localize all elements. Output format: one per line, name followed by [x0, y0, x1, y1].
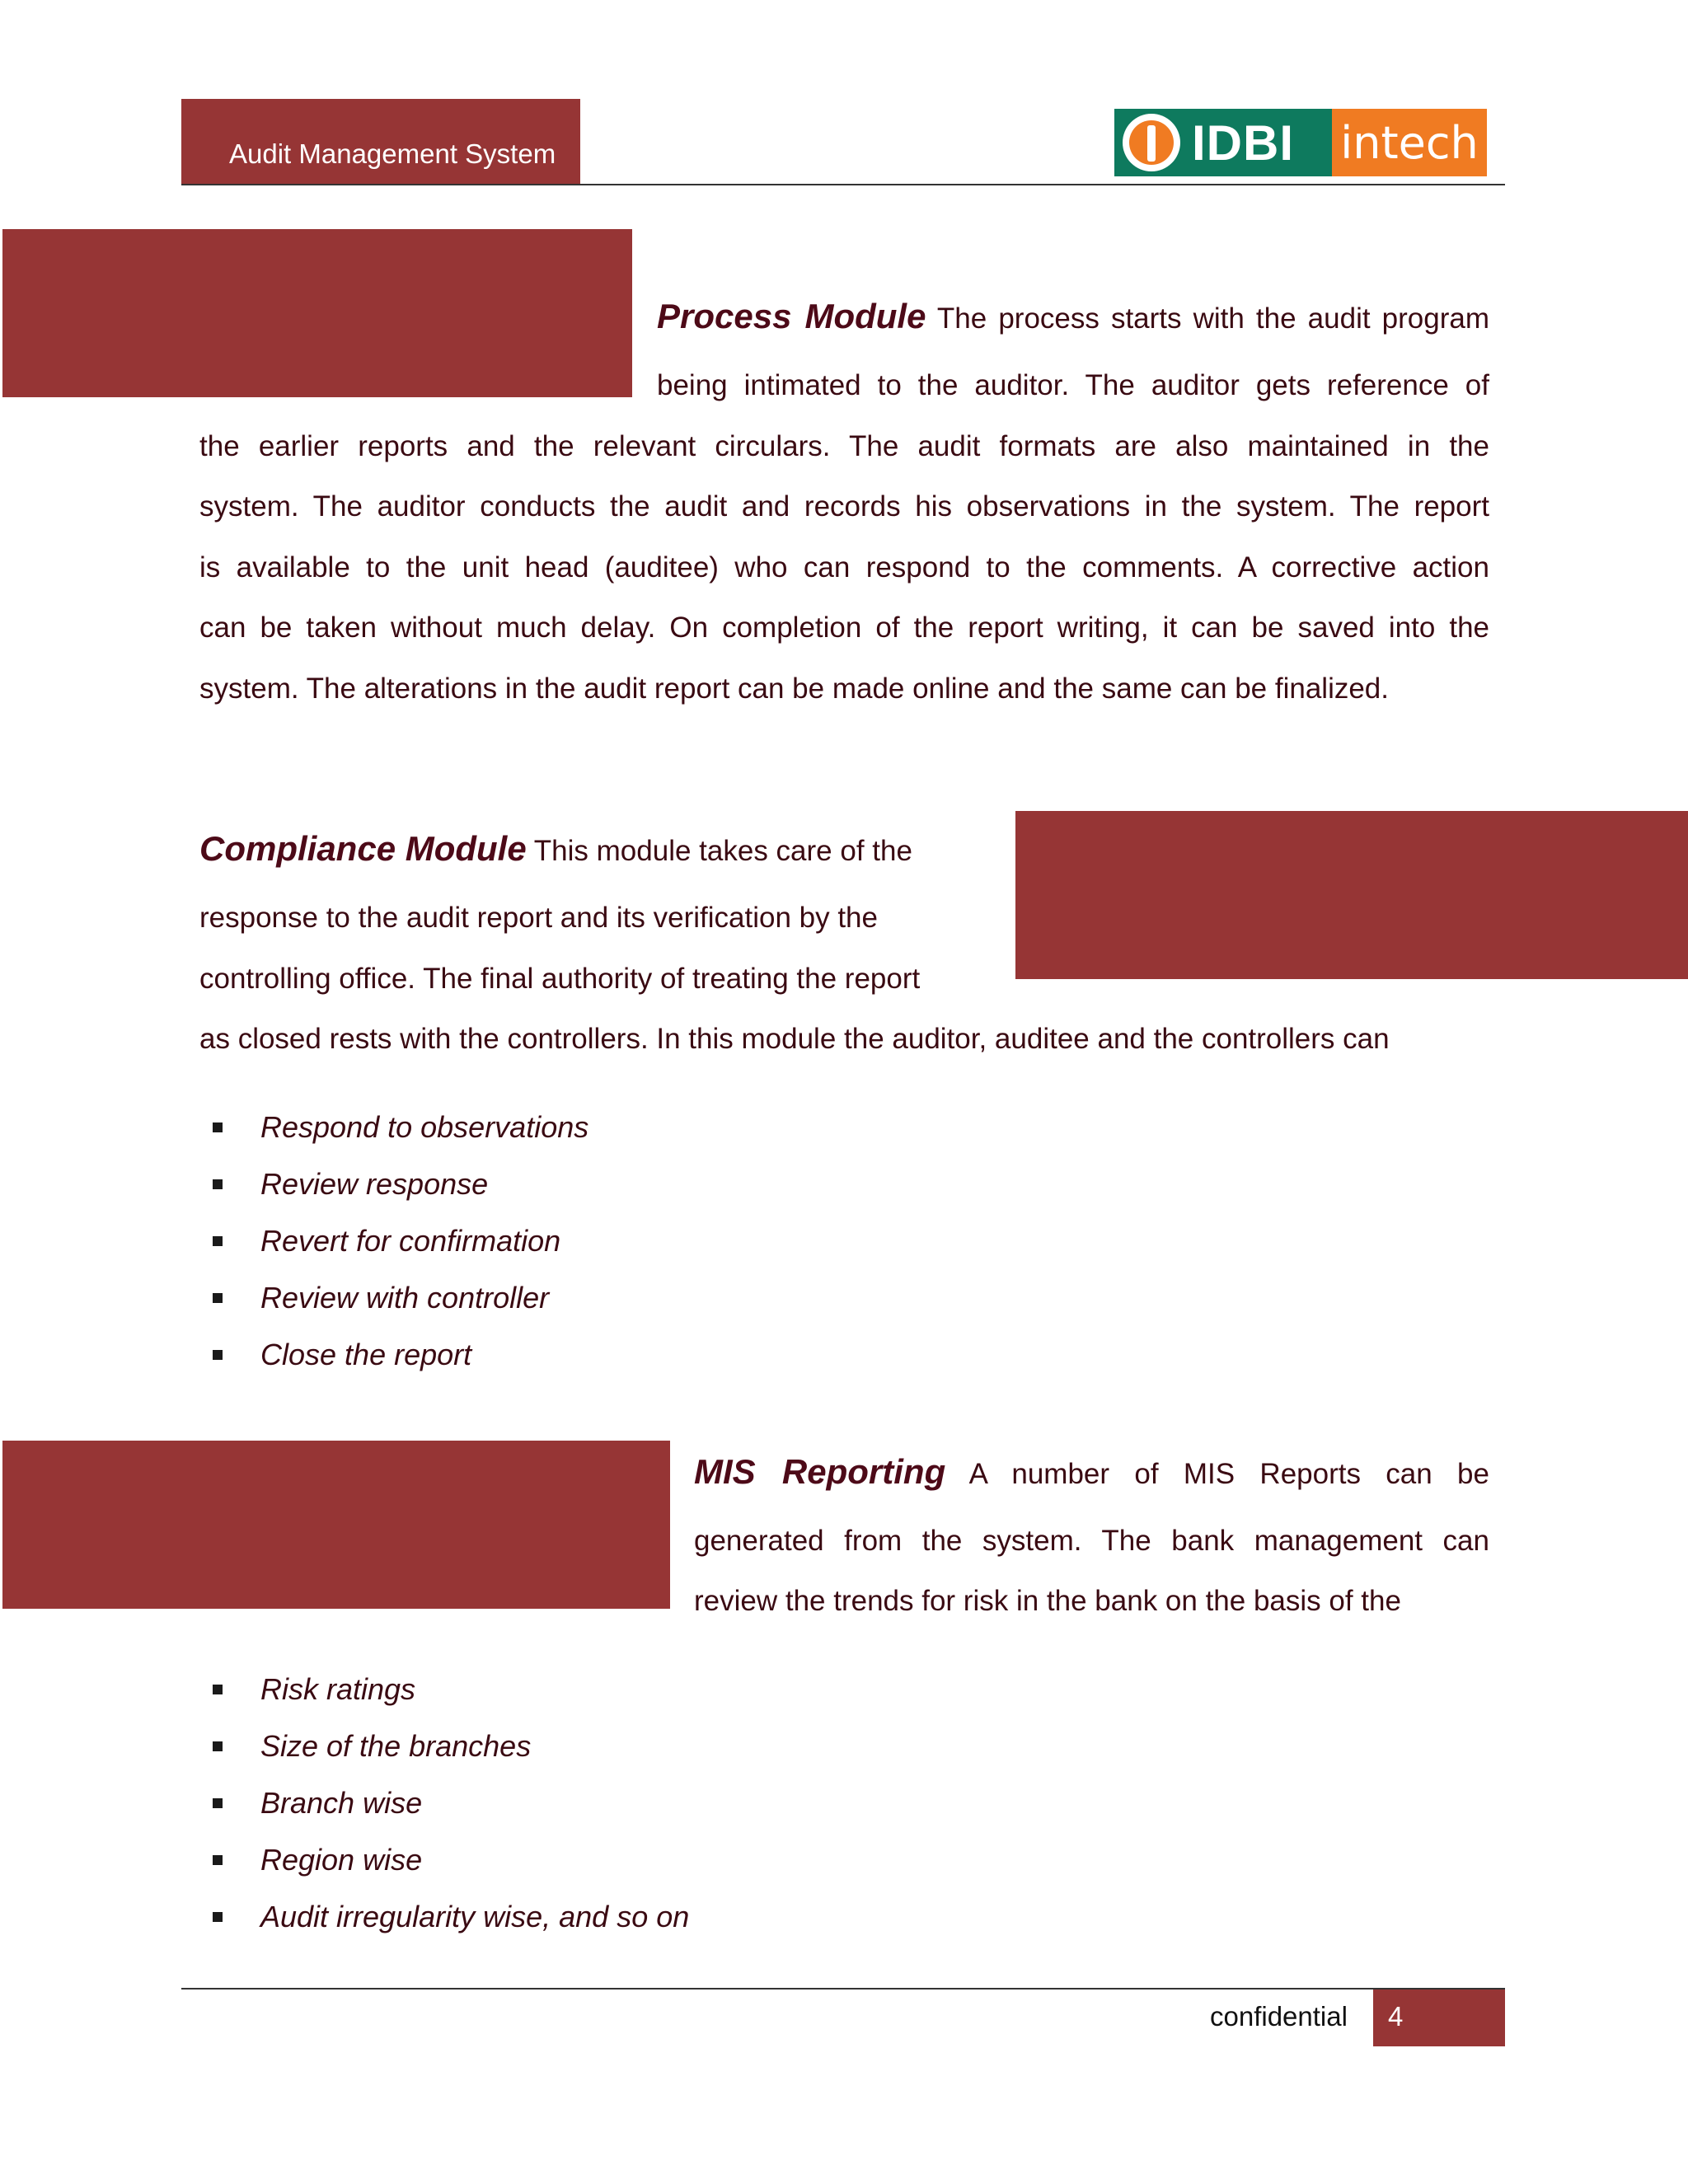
- header-divider: [181, 184, 1505, 185]
- company-logo: [1114, 109, 1487, 176]
- document-title: Audit Management System: [229, 138, 556, 169]
- list-item-label: Revert for confirmation: [260, 1224, 561, 1258]
- bullet-square-icon: [213, 1179, 223, 1189]
- logo-intech-panel: [1332, 109, 1487, 176]
- bullet-square-icon: [213, 1293, 223, 1303]
- bullet-square-icon: [213, 1350, 223, 1360]
- confidential-label: confidential: [1210, 2001, 1348, 2032]
- process-line-3: the earlier reports and the relevant circulars. The audit formats are also maintained in the: [199, 430, 1489, 462]
- list-item: [213, 1670, 689, 1727]
- compliance-line-1: [199, 829, 912, 871]
- process-line-2: being intimated to the auditor. The auditor gets reference of: [657, 369, 1489, 401]
- bullet-square-icon: [213, 1122, 223, 1132]
- list-item-label: Size of the branches: [260, 1729, 532, 1763]
- compliance-line-4: as closed rests with the controllers. In this module the auditor, auditee and the controllers can: [199, 1023, 1390, 1055]
- decorative-block-compliance: [1015, 811, 1688, 979]
- list-item: [213, 1221, 588, 1278]
- bullet-square-icon: [213, 1912, 223, 1922]
- bullet-square-icon: [213, 1798, 223, 1808]
- list-item: [213, 1165, 588, 1221]
- bullet-square-icon: [213, 1741, 223, 1751]
- list-item: [213, 1783, 689, 1840]
- list-item-label: Risk ratings: [260, 1672, 416, 1706]
- decorative-block-process: [2, 229, 632, 397]
- list-item: [213, 1727, 689, 1783]
- list-item: [213, 1840, 689, 1897]
- mis-line-1: [694, 1452, 1489, 1494]
- mis-line-1-text: A number of MIS Reports can be: [968, 1458, 1489, 1490]
- compliance-actions-list: [213, 1108, 588, 1392]
- list-item: [213, 1108, 588, 1165]
- process-line-4: system. The auditor conducts the audit and records his observations in the system. The report: [199, 490, 1489, 523]
- mis-reports-list: [213, 1670, 689, 1954]
- process-line-5: is available to the unit head (auditee) who can respond to the comments. A corrective action: [199, 551, 1489, 583]
- process-line-1: [657, 297, 1489, 339]
- process-line-1-text: The process starts with the audit program: [936, 302, 1489, 335]
- list-item-label: Branch wise: [260, 1786, 423, 1820]
- bullet-square-icon: [213, 1855, 223, 1865]
- compliance-heading: Compliance Module: [199, 829, 527, 868]
- list-item-label: Region wise: [260, 1843, 423, 1877]
- list-item-label: Audit irregularity wise, and so on: [260, 1900, 690, 1933]
- process-line-7: system. The alterations in the audit report can be made online and the same can be finalized.: [199, 673, 1389, 705]
- logo-emblem-icon: [1123, 114, 1180, 171]
- bullet-square-icon: [213, 1236, 223, 1246]
- mis-line-3: review the trends for risk in the bank on the basis of the: [694, 1585, 1401, 1617]
- compliance-line-3: controlling office. The final authority of treating the report: [199, 963, 921, 995]
- list-item: [213, 1897, 689, 1954]
- bullet-square-icon: [213, 1685, 223, 1694]
- process-heading: Process Module: [657, 297, 926, 335]
- list-item: [213, 1335, 588, 1392]
- list-item-label: Respond to observations: [260, 1110, 589, 1144]
- logo-idbi-panel: [1114, 109, 1332, 176]
- compliance-line-2: response to the audit report and its verification by the: [199, 902, 878, 934]
- footer-divider: [181, 1988, 1505, 1990]
- mis-line-2: generated from the system. The bank management can: [694, 1525, 1489, 1557]
- list-item-label: Review response: [260, 1167, 489, 1201]
- decorative-block-mis: [2, 1441, 670, 1609]
- list-item-label: Close the report: [260, 1338, 472, 1371]
- page-number: 4: [1388, 2001, 1404, 2032]
- logo-idbi-text: IDBI: [1192, 115, 1294, 171]
- list-item: [213, 1278, 588, 1335]
- compliance-line-1-text: This module takes care of the: [533, 835, 912, 867]
- mis-heading: MIS Reporting: [694, 1452, 946, 1491]
- process-line-6: can be taken without much delay. On completion of the report writing, it can be saved into the: [199, 612, 1489, 644]
- list-item-label: Review with controller: [260, 1281, 550, 1315]
- logo-intech-text: intech: [1340, 116, 1479, 169]
